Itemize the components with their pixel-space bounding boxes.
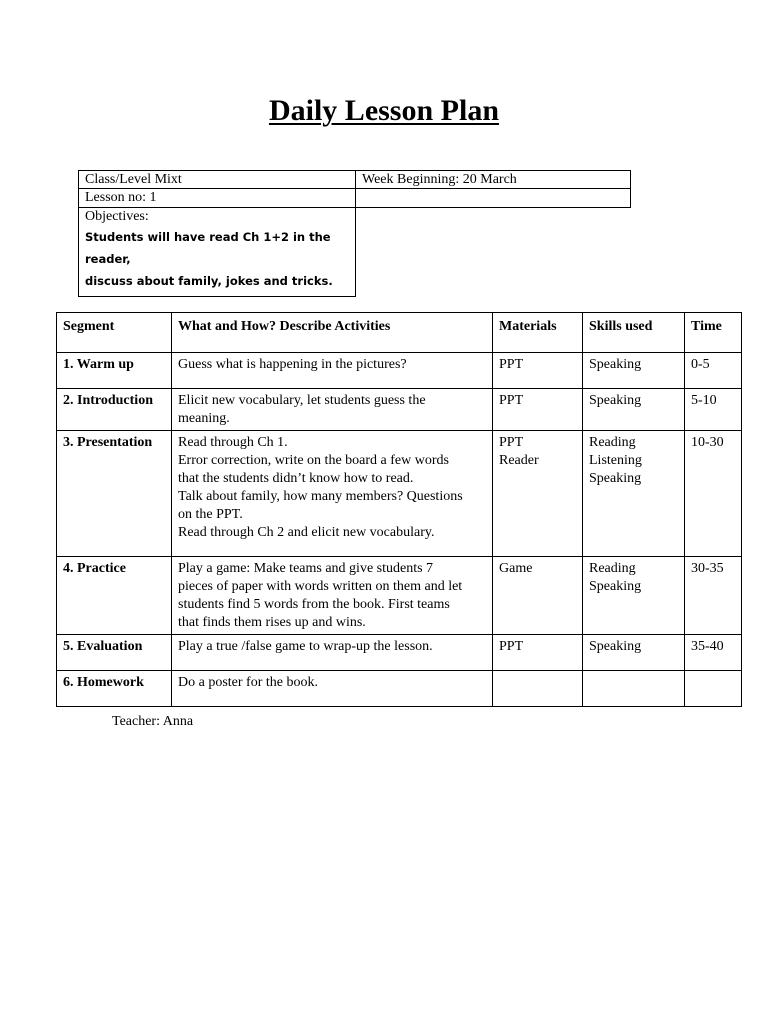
materials-cell xyxy=(493,353,583,389)
activities-cell xyxy=(172,557,493,635)
activities-cell xyxy=(172,389,493,431)
cell-line: Reading xyxy=(589,561,636,576)
cell-line: Game xyxy=(499,561,533,576)
class-level-cell: Class/Level Mixt xyxy=(79,171,356,189)
cell-line: PPT xyxy=(499,639,524,654)
cell-line: Speaking xyxy=(589,579,642,594)
materials-cell xyxy=(493,431,583,557)
time-cell xyxy=(685,671,742,707)
segment-cell: 1. Warm up xyxy=(57,353,172,389)
materials-cell xyxy=(493,671,583,707)
column-header: Segment xyxy=(57,313,172,353)
cell-line: students find 5 words from the book. First teams xyxy=(178,597,450,612)
cell-line: Reading xyxy=(589,435,636,450)
cell-line: Error correction, write on the board a few words xyxy=(178,453,449,468)
time-cell: 30-35 xyxy=(685,557,742,635)
cell-line: on the PPT. xyxy=(178,507,243,522)
cell-line: Speaking xyxy=(589,393,642,408)
column-header: Time xyxy=(685,313,742,353)
skills-cell xyxy=(583,557,685,635)
page-title: Daily Lesson Plan xyxy=(268,94,500,127)
segment-cell: 6. Homework xyxy=(57,671,172,707)
objectives-cell xyxy=(79,208,356,297)
cell-line: Read through Ch 1. xyxy=(178,435,288,450)
cell-line: Speaking xyxy=(589,471,642,486)
cell-line: Play a true /false game to wrap-up the lesson. xyxy=(178,639,433,654)
cell-line: Listening xyxy=(589,453,642,468)
skills-cell xyxy=(583,671,685,707)
skills-cell xyxy=(583,353,685,389)
table-row xyxy=(57,353,742,389)
cell-line: PPT xyxy=(499,357,524,372)
cell-line: meaning. xyxy=(178,411,230,426)
column-header: Skills used xyxy=(583,313,685,353)
cell-line: Speaking xyxy=(589,357,642,372)
time-cell: 5-10 xyxy=(685,389,742,431)
time-cell: 35-40 xyxy=(685,635,742,671)
week-beginning-cell: Week Beginning: 20 March xyxy=(356,171,631,189)
cell-line: Elicit new vocabulary, let students guess the xyxy=(178,393,426,408)
segment-cell: 2. Introduction xyxy=(57,389,172,431)
cell-line: PPT xyxy=(499,393,524,408)
cell-line: Speaking xyxy=(589,639,642,654)
lesson-plan-table xyxy=(56,312,742,707)
empty-info-cell xyxy=(356,189,631,208)
materials-cell xyxy=(493,557,583,635)
cell-line: Guess what is happening in the pictures? xyxy=(178,357,407,372)
lesson-plan-body xyxy=(57,313,742,707)
lesson-info-box xyxy=(78,170,631,297)
cell-line: PPT xyxy=(499,435,524,450)
teacher-name: Teacher: Anna xyxy=(112,714,194,729)
activities-cell xyxy=(172,431,493,557)
activities-cell xyxy=(172,353,493,389)
table-row xyxy=(57,389,742,431)
objectives-text: Students will have read Ch 1+2 in the reader, discuss about family, jokes and tricks. xyxy=(85,230,333,288)
activities-cell xyxy=(172,635,493,671)
cell-line: that the students didn’t know how to read. xyxy=(178,471,414,486)
segment-cell: 5. Evaluation xyxy=(57,635,172,671)
table-row xyxy=(57,557,742,635)
time-cell: 10-30 xyxy=(685,431,742,557)
segment-cell: 4. Practice xyxy=(57,557,172,635)
skills-cell xyxy=(583,431,685,557)
materials-cell xyxy=(493,389,583,431)
cell-line: pieces of paper with words written on them and let xyxy=(178,579,463,594)
objectives-label: Objectives: xyxy=(85,209,149,224)
cell-line: Play a game: Make teams and give students 7 xyxy=(178,561,434,576)
time-cell: 0-5 xyxy=(685,353,742,389)
lesson-no-cell: Lesson no: 1 xyxy=(79,189,356,208)
cell-line: Reader xyxy=(499,453,539,468)
activities-cell xyxy=(172,671,493,707)
materials-cell xyxy=(493,635,583,671)
skills-cell xyxy=(583,635,685,671)
cell-line: Read through Ch 2 and elicit new vocabulary. xyxy=(178,525,435,540)
table-header-row xyxy=(57,313,742,353)
cell-line: Talk about family, how many members? Questions xyxy=(178,489,463,504)
cell-line: Do a poster for the book. xyxy=(178,675,318,690)
skills-cell xyxy=(583,389,685,431)
column-header: What and How? Describe Activities xyxy=(172,313,493,353)
cell-line: that finds them rises up and wins. xyxy=(178,615,366,630)
segment-cell: 3. Presentation xyxy=(57,431,172,557)
table-row xyxy=(57,431,742,557)
table-row xyxy=(57,671,742,707)
table-row xyxy=(57,635,742,671)
column-header: Materials xyxy=(493,313,583,353)
